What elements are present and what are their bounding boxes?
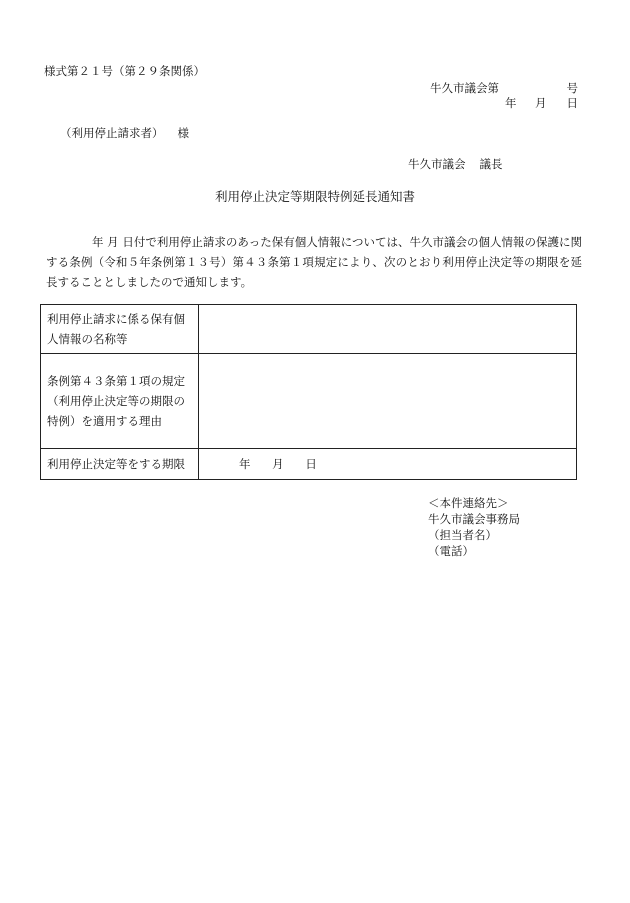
issue-date-year: 年 [505, 96, 517, 110]
contact-heading: ＜本件連絡先＞ [428, 496, 509, 510]
deadline-month: 月 [272, 457, 284, 471]
row-value-reason [199, 354, 577, 449]
contact-phone: （電話） [428, 544, 474, 558]
notice-body: 年 月 日付で利用停止請求のあった保有個人情報については、牛久市議会の個人情報の保護に関する条例（令和５年条例第１３号）第４３条第１項規定により、次のとおり利用停止決定等の期限を延長することとしましたので通知します。 [46, 235, 582, 289]
recipient-honorific: 様 [177, 126, 189, 140]
row-label-info-name: 利用停止請求に係る保有個人情報の名称等 [41, 305, 199, 354]
recipient-name: （利用停止請求者） [60, 126, 164, 140]
document-number-prefix: 牛久市議会第 [430, 81, 499, 95]
form-number: 様式第２１号（第２９条関係） [44, 64, 205, 78]
table-row [41, 449, 577, 480]
recipient [60, 128, 189, 140]
contact-block [428, 495, 520, 559]
info-table [40, 304, 577, 480]
contact-person: （担当者名） [428, 528, 497, 542]
table-row [41, 305, 577, 354]
sender [408, 159, 503, 171]
document-number-suffix: 号 [566, 81, 578, 95]
sender-title: 議長 [479, 157, 503, 171]
row-label-reason: 条例第４３条第１項の規定（利用停止決定等の期限の特例）を適用する理由 [41, 354, 199, 449]
issue-date-month: 月 [535, 96, 547, 110]
row-value-deadline [199, 449, 577, 480]
deadline-year: 年 [239, 457, 251, 471]
sender-org: 牛久市議会 [408, 157, 466, 171]
table-row [41, 354, 577, 449]
document-title: 利用停止決定等期限特例延長通知書 [214, 189, 415, 204]
row-label-deadline: 利用停止決定等をする期限 [41, 449, 199, 480]
row-value-info-name [199, 305, 577, 354]
issue-date-day: 日 [566, 96, 578, 110]
deadline-day: 日 [305, 457, 317, 471]
contact-office: 牛久市議会事務局 [428, 512, 520, 526]
